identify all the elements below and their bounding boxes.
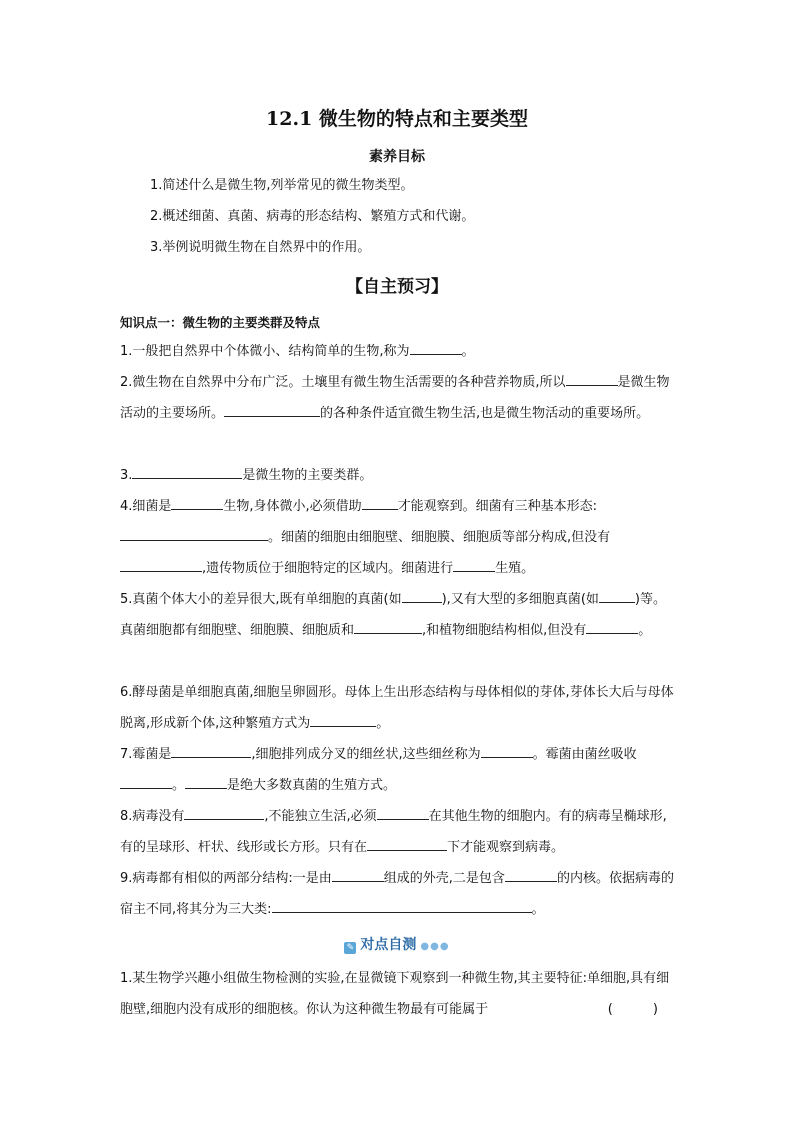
goal-item: 2.概述细菌、真菌、病毒的形态结构、繁殖方式和代谢。 <box>150 209 475 224</box>
question-2: 2.微生物在自然界中分布广泛。土壤里有微生物生活需要的各种营养物质,所以 是微生物活动的主要场所。 的各种条件适宜微生物生活,也是微生物活动的重要场所。 <box>120 367 676 429</box>
knowledge-point-heading: 知识点一：微生物的主要类群及特点 <box>120 315 321 330</box>
question-4: 4.细菌是 生物,身体微小,必须借助 才能观察到。细菌有三种基本形态:。细菌的细胞由细胞壁、细胞膜、细胞质等部分构成,但没有,遗传物质位于细胞特定的区域内。细菌进行 生殖。 <box>120 491 676 584</box>
question-3: 3. 是微生物的主要类群。 <box>120 460 676 491</box>
goal-item: 3.举例说明微生物在自然界中的作用。 <box>150 240 371 255</box>
answer-blank[interactable] <box>310 712 376 727</box>
answer-blank[interactable] <box>566 371 618 386</box>
subtitle: 素养目标 <box>369 149 425 165</box>
answer-blank[interactable] <box>132 464 242 479</box>
answer-blank[interactable] <box>332 867 384 882</box>
question-7: 7.霉菌是 ,细胞排列成分叉的细丝状,这些细丝称为 。霉菌由菌丝吸收。 是绝大多数真菌的生殖方式。 <box>120 739 676 801</box>
question-5: 5.真菌个体大小的差异很大,既有单细胞的真菌(如 ),又有大型的多细胞真菌(如 )等。真菌细胞都有细胞壁、细胞膜、细胞质和 ,和植物细胞结构相似,但没有 。 <box>120 584 676 646</box>
selftest-title: 对点自测 <box>360 937 417 953</box>
selftest-heading <box>0 934 794 954</box>
page-title: 12.1 微生物的特点和主要类型 <box>266 108 528 130</box>
answer-blank[interactable] <box>224 402 320 417</box>
question-9: 9.病毒都有相似的两部分结构:一是由 组成的外壳,二是包含 的内核。依据病毒的宿主不同,将其分为三大类: 。 <box>120 863 676 925</box>
answer-blank[interactable] <box>184 805 264 820</box>
answer-blank[interactable] <box>354 619 422 634</box>
answer-blank[interactable] <box>120 526 268 541</box>
answer-blank[interactable] <box>402 588 442 603</box>
answer-blank[interactable] <box>120 774 172 789</box>
question-1: 1.一般把自然界中个体微小、结构简单的生物,称为 。 <box>120 336 676 367</box>
answer-blank[interactable] <box>185 774 227 789</box>
answer-blank[interactable] <box>377 805 429 820</box>
question-8: 8.病毒没有 ,不能独立生活,必须 在其他生物的细胞内。有的病毒呈椭球形,有的呈球形、杆状、线形或长方形。只有在 下才能观察到病毒。 <box>120 801 676 863</box>
answer-blank[interactable] <box>410 340 462 355</box>
answer-blank[interactable] <box>586 619 638 634</box>
test-question-1: 1.某生物学兴趣小组做生物检测的实验,在显微镜下观察到一种微生物,其主要特征:单细胞,具有细胞壁,细胞内没有成形的细胞核。你认为这种微生物最有可能属于 ( ) <box>120 963 676 1025</box>
answer-parentheses[interactable]: ( ) <box>607 1002 676 1017</box>
answer-blank[interactable] <box>481 743 533 758</box>
answer-blank[interactable] <box>272 898 532 913</box>
answer-blank[interactable] <box>367 836 447 851</box>
pencil-icon: ✎ <box>344 942 356 954</box>
answer-blank[interactable] <box>453 557 495 572</box>
answer-blank[interactable] <box>599 588 635 603</box>
answer-blank[interactable] <box>362 495 398 510</box>
goal-item: 1.简述什么是微生物,列举常见的微生物类型。 <box>150 178 414 193</box>
dots-icon: ●●● <box>420 941 450 952</box>
section-title: 【自主预习】 <box>346 277 448 297</box>
answer-blank[interactable] <box>171 495 223 510</box>
question-6: 6.酵母菌是单细胞真菌,细胞呈卵圆形。母体上生出形态结构与母体相似的芽体,芽体长大后与母体脱离,形成新个体,这种繁殖方式为 。 <box>120 685 674 731</box>
answer-blank[interactable] <box>505 867 557 882</box>
answer-blank[interactable] <box>171 743 251 758</box>
answer-blank[interactable] <box>120 557 202 572</box>
